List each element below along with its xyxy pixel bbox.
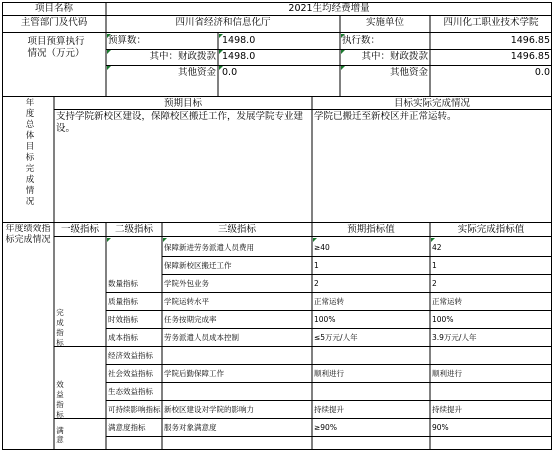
header-level2: 二级指标	[114, 224, 153, 235]
project-name-value: 2021生均经费增量	[288, 3, 370, 14]
header-actual: 实际完成指标值	[457, 224, 525, 235]
budget-row-plan: 1498.0	[222, 35, 256, 46]
indicator-level3	[162, 384, 312, 400]
indicator-actual	[430, 384, 552, 400]
group-satisfaction: 满意	[56, 426, 64, 444]
indicator-expected	[312, 348, 430, 364]
actual-goal-header: 目标实际完成情况	[393, 98, 470, 109]
indicator-level3: 服务对象满意度	[164, 423, 217, 432]
indicator-level3: 保障新进劳务派遣人员费用	[164, 243, 254, 252]
indicator-actual: 90%	[432, 423, 449, 432]
indicator-level3: 新校区建设对学院的影响力	[164, 405, 254, 414]
expected-goal-text: 支持学院新校区建设，保障校区搬迁工作，发展学院专业建设。	[56, 111, 304, 134]
budget-row-actual: 1496.85	[510, 51, 550, 62]
indicator-level3: 学院后勤保障工作	[164, 369, 224, 378]
indicator-level3: 学院外包业务	[164, 279, 209, 288]
indicator-expected: ≥90%	[314, 423, 337, 432]
indicator-level2: 满意度指标	[108, 423, 146, 432]
indicator-level3: 任务按期完成率	[164, 315, 217, 324]
indicator-level2	[106, 240, 162, 256]
indicator-actual: 2	[432, 279, 437, 288]
indicator-level2: 生态效益指标	[108, 387, 153, 396]
dept-label: 主管部门及代码	[20, 17, 88, 28]
indicator-expected: 顺利进行	[314, 369, 344, 378]
budget-row-plan: 0.0	[222, 67, 238, 78]
indicator-expected: 持续提升	[314, 405, 344, 414]
project-name-label: 项目名称	[34, 3, 73, 14]
indicator-level2: 质量指标	[108, 297, 138, 306]
indicator-actual: 正常运转	[432, 297, 462, 306]
budget-row-actual-label: 执行数：	[342, 35, 381, 46]
indicator-level2: 数量指标	[108, 279, 138, 288]
indicator-actual: 100%	[432, 315, 454, 324]
indicator-level3	[162, 348, 312, 364]
indicator-actual: 持续提升	[432, 405, 462, 414]
impl-label: 实施单位	[365, 17, 404, 28]
budget-row-actual: 1496.85	[510, 35, 550, 46]
indicator-level2: 经济效益指标	[108, 351, 153, 360]
indicator-actual: 1	[432, 261, 437, 270]
indicator-expected	[312, 384, 430, 400]
header-expected: 预期指标值	[347, 224, 395, 235]
indicator-level2: 成本指标	[108, 333, 138, 342]
indicator-level3: 劳务派遣人员成本控制	[164, 333, 239, 342]
budget-row-actual: 0.0	[534, 67, 550, 78]
indicator-level3: 学院运转水平	[164, 297, 209, 306]
indicator-expected: ≥40	[314, 243, 330, 252]
annual-goal-label: 年度总体目标完成情况	[25, 98, 35, 207]
expected-goal-header: 预期目标	[163, 98, 202, 109]
indicator-expected: 正常运转	[314, 297, 344, 306]
indicator-level2	[106, 258, 162, 274]
indicator-expected: 2	[314, 279, 319, 288]
budget-row-label: 其他资金	[177, 67, 216, 78]
indicator-expected: ≤5万元/人年	[314, 333, 358, 342]
budget-row-actual-label: 其他资金	[389, 67, 428, 78]
budget-label: 项目预算执行情况（万元）	[27, 36, 85, 59]
indicator-actual: 42	[432, 243, 442, 252]
perf-label: 年度绩效指标完成情况	[5, 224, 51, 245]
indicator-expected: 1	[314, 261, 319, 270]
impl-value: 四川化工职业技术学院	[443, 17, 539, 28]
performance-table	[2, 2, 552, 450]
dept-value: 四川省经济和信息化厅	[175, 17, 271, 28]
indicator-level2: 可持续影响指标	[108, 405, 161, 414]
header-level1: 一级指标	[60, 224, 99, 235]
header-level3: 三级指标	[217, 224, 256, 235]
budget-row-label: 其中：财政拨款	[149, 51, 216, 62]
indicator-level2: 社会效益指标	[108, 369, 153, 378]
indicator-actual: 3.9万元/人年	[432, 333, 477, 342]
indicator-actual: 顺利进行	[432, 369, 462, 378]
group-completion: 完成指标	[56, 308, 64, 347]
indicator-level3: 保障新校区搬迁工作	[164, 261, 232, 270]
indicator-expected: 100%	[314, 315, 336, 324]
indicator-actual	[430, 348, 552, 364]
budget-row-actual-label: 其中：财政拨款	[361, 51, 428, 62]
budget-row-label: 预算数：	[108, 35, 147, 46]
indicator-level2: 时效指标	[108, 315, 138, 324]
group-benefit: 效益指标	[56, 380, 64, 419]
budget-row-plan: 1498.0	[222, 51, 256, 62]
actual-goal-text: 学院已搬迁至新校区并正常运转。	[314, 111, 457, 122]
